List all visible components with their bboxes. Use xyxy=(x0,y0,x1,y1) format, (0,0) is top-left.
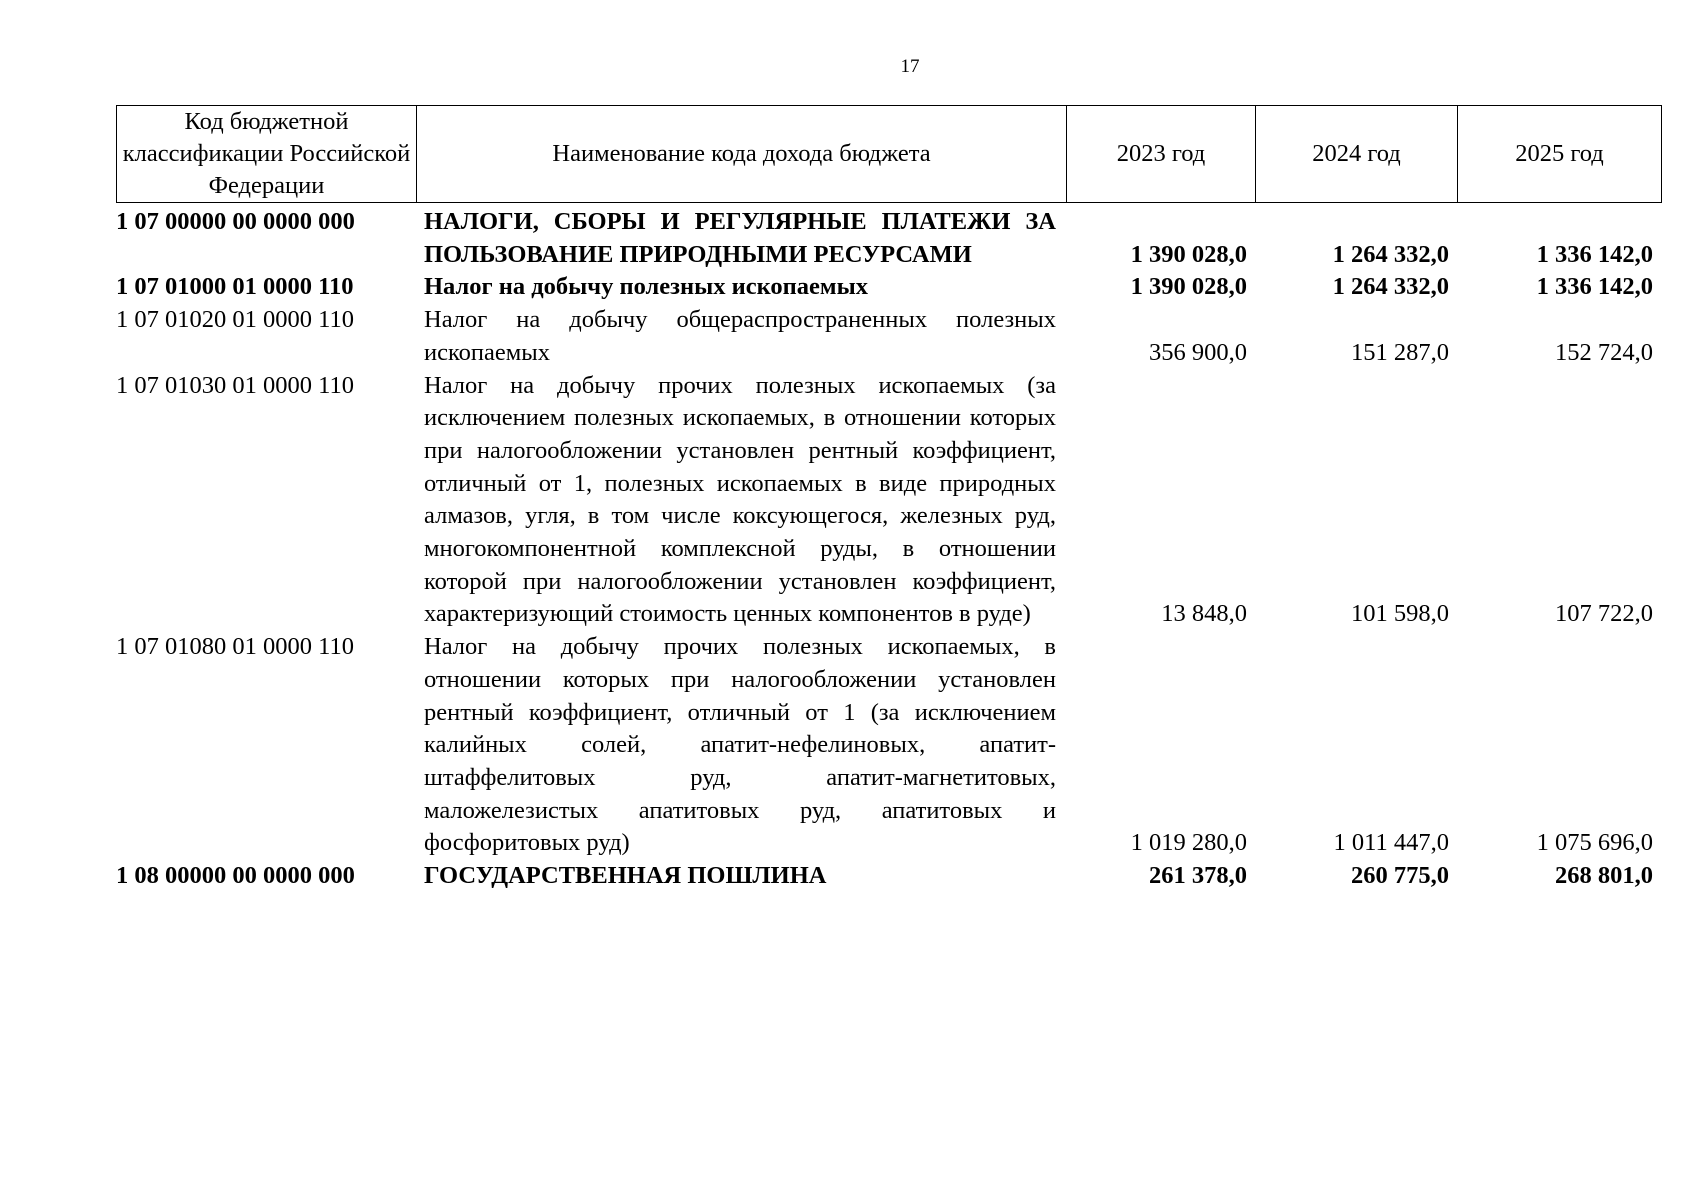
row-value-2025: 152 724,0 xyxy=(1555,338,1653,366)
row-value-2025: 1 336 142,0 xyxy=(1536,273,1653,301)
row-code: 1 07 01030 01 0000 110 xyxy=(116,371,354,399)
table-row xyxy=(116,370,1661,632)
row-code: 1 07 01020 01 0000 110 xyxy=(116,306,354,334)
row-value-2023: 1 019 280,0 xyxy=(1130,829,1247,857)
row-value-2023: 1 390 028,0 xyxy=(1130,240,1247,268)
table-row xyxy=(116,206,1661,271)
row-name: Налог на добычу общераспространенных полезных ископаемых xyxy=(424,306,1056,366)
row-code: 1 07 01080 01 0000 110 xyxy=(116,633,354,661)
row-value-2024: 260 775,0 xyxy=(1351,862,1449,890)
row-value-2025: 268 801,0 xyxy=(1555,862,1653,890)
row-value-2024: 1 264 332,0 xyxy=(1332,273,1449,301)
row-name: ГОСУДАРСТВЕННАЯ ПОШЛИНА xyxy=(424,862,827,890)
row-value-2023: 356 900,0 xyxy=(1149,338,1247,366)
row-value-2023: 13 848,0 xyxy=(1161,600,1247,628)
row-code: 1 07 01000 01 0000 110 xyxy=(116,273,354,301)
header-year-2023: 2023 год xyxy=(1067,106,1256,203)
table-row xyxy=(116,271,1661,304)
row-code: 1 07 00000 00 0000 000 xyxy=(116,208,355,235)
row-value-2024: 101 598,0 xyxy=(1351,600,1449,628)
row-code: 1 08 00000 00 0000 000 xyxy=(116,862,355,890)
row-name: Налог на добычу полезных ископаемых xyxy=(424,273,868,301)
table-row xyxy=(116,304,1661,369)
table-row xyxy=(116,631,1661,860)
header-name-col: Наименование кода дохода бюджета xyxy=(417,106,1067,203)
header-row xyxy=(117,106,1662,203)
row-name: Налог на добычу прочих полезных ископаемых, в отношении которых при налогообложении установлен рентный коэффициент, отличный от 1 (за исключением калийных солей, апатит-нефелиновых, апатит-штаффелитовых руд, апатит-магнетитовых, маложелезистых апатитовых руд, апатитовых и фосфоритовых руд) xyxy=(424,633,1056,857)
revenue-table xyxy=(116,206,1661,893)
row-value-2024: 1 264 332,0 xyxy=(1332,240,1449,268)
page-number: 17 xyxy=(900,56,920,77)
row-name: Налог на добычу прочих полезных ископаемых (за исключением полезных ископаемых, в отношении которых при налогообложении установлен рентный коэффициент, отличный от 1, полезных ископаемых в виде природных алмазов, угля, в том числе коксующегося, железных руд, многокомпонентной комплексной руды, в отношении которой при налогообложении установлен коэффициент, характеризующий стоимость ценных компонентов в руде) xyxy=(424,371,1056,628)
table-row xyxy=(116,860,1661,893)
header-year-2025: 2025 год xyxy=(1458,106,1662,203)
row-value-2024: 151 287,0 xyxy=(1351,338,1449,366)
row-value-2025: 1 336 142,0 xyxy=(1536,240,1653,268)
row-value-2023: 1 390 028,0 xyxy=(1130,273,1247,301)
table-header xyxy=(116,105,1662,203)
row-value-2025: 1 075 696,0 xyxy=(1536,829,1653,857)
row-value-2025: 107 722,0 xyxy=(1555,600,1653,628)
row-value-2023: 261 378,0 xyxy=(1149,862,1247,890)
row-name: НАЛОГИ, СБОРЫ И РЕГУЛЯРНЫЕ ПЛАТЕЖИ ЗА ПОЛЬЗОВАНИЕ ПРИРОДНЫМИ РЕСУРСАМИ xyxy=(424,208,1056,268)
header-code-col: Код бюджетной классификации Российской Федерации xyxy=(117,106,417,203)
header-year-2024: 2024 год xyxy=(1256,106,1458,203)
row-value-2024: 1 011 447,0 xyxy=(1333,829,1449,857)
